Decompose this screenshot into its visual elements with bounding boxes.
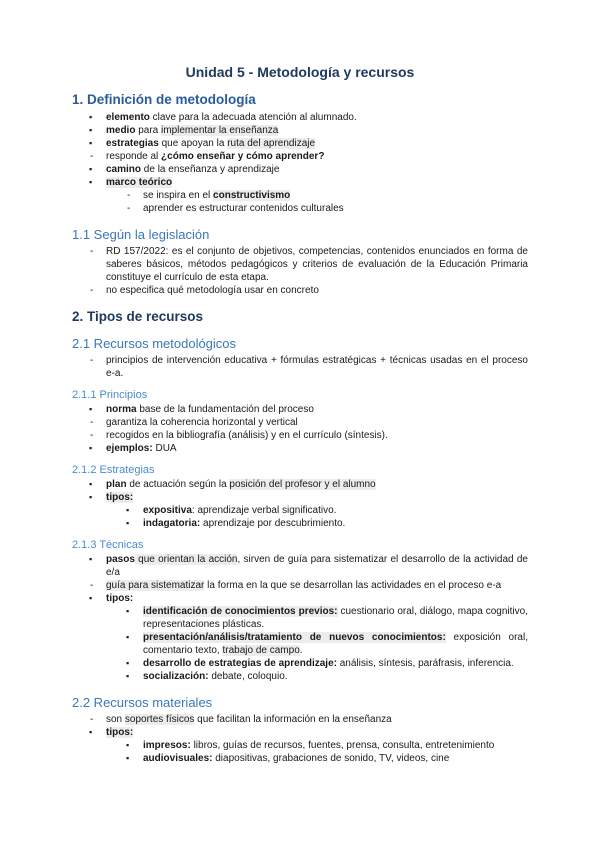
section-heading-1: 1. Definición de metodología: [72, 92, 256, 107]
section-heading-2: 2. Tipos de recursos: [72, 309, 204, 324]
list-item: ▪ norma base de la fundamentación del proceso: [72, 403, 528, 416]
list-item: - no especifica qué metodología usar en concreto: [72, 284, 528, 297]
list-item: ▪ impresos: libros, guías de recursos, fuentes, prensa, consulta, entretenimiento: [72, 739, 528, 752]
list-item: ▪ medio para implementar la enseñanza: [72, 124, 528, 137]
list-item: - recogidos en la bibliografía (análisis) y en el currículo (síntesis).: [72, 429, 528, 442]
list-item: - responde al ¿cómo enseñar y cómo aprender?: [72, 150, 528, 163]
list-item: ▪ pasos que orientan la acción, sirven de guía para sistematizar el desarrollo de la actividad de e/a: [72, 553, 528, 579]
list-item: ▪ socialización: debate, coloquio.: [72, 670, 528, 683]
list-item: - principios de intervención educativa + fórmulas estratégicas + técnicas usadas en el proceso e-a.: [72, 354, 528, 380]
list-item: ▪ expositiva: aprendizaje verbal significativo.: [72, 504, 528, 517]
list-item: - guía para sistematizar la forma en la que se desarrollan las actividades en el proceso e-a: [72, 579, 528, 592]
sublist-section-2-2: [72, 739, 528, 765]
list-section-1: [72, 111, 528, 189]
list-item: - son soportes físicos que facilitan la información en la enseñanza: [72, 713, 528, 726]
list-section-2-1-2: [72, 478, 528, 504]
list-item: ▪ estrategias que apoyan la ruta del aprendizaje: [72, 137, 528, 150]
sublist-section-2-1-2: [72, 504, 528, 530]
list-item: - RD 157/2022: es el conjunto de objetivos, competencias, contenidos enunciados en forma de saberes básicos, métodos pedagógicos y criterios de evaluación de la Educación Primaria constituye el currículo de esta etapa.: [72, 245, 528, 284]
list-section-1-1: [72, 245, 528, 297]
list-item: - garantiza la coherencia horizontal y vertical: [72, 416, 528, 429]
list-section-2-1-3: [72, 553, 528, 605]
section-heading-2-1: 2.1 Recursos metodológicos: [72, 336, 237, 351]
section-heading-2-1-3: 2.1.3 Técnicas: [72, 539, 144, 551]
list-item: - se inspira en el constructivismo: [72, 189, 528, 202]
sublist-section-1: [72, 189, 528, 215]
list-section-2-1: [72, 354, 528, 380]
list-item: ▪ tipos:: [72, 491, 528, 504]
list-item: ▪ presentación/análisis/tratamiento de nuevos conocimientos: exposición oral, comentario texto, trabajo de campo.: [72, 631, 528, 657]
list-item: ▪ indagatoria: aprendizaje por descubrimiento.: [72, 517, 528, 530]
list-section-2-2: [72, 713, 528, 739]
list-item: ▪ tipos:: [72, 592, 528, 605]
section-heading-2-2: 2.2 Recursos materiales: [72, 695, 213, 710]
list-item: ▪ identificación de conocimientos previos: cuestionario oral, diálogo, mapa cognitivo, representaciones plásticas.: [72, 605, 528, 631]
list-item: ▪ camino de la enseñanza y aprendizaje: [72, 163, 528, 176]
list-item: ▪ plan de actuación según la posición del profesor y el alumno: [72, 478, 528, 491]
list-section-2-1-1: [72, 403, 528, 455]
list-item: ▪ elemento clave para la adecuada atención al alumnado.: [72, 111, 528, 124]
list-item: ▪ tipos:: [72, 726, 528, 739]
sublist-section-2-1-3: [72, 605, 528, 683]
list-item: ▪ ejemplos: DUA: [72, 442, 528, 455]
list-item: ▪ audiovisuales: diapositivas, grabaciones de sonido, TV, videos, cine: [72, 752, 528, 765]
section-heading-1-1: 1.1 Según la legislación: [72, 227, 210, 242]
section-heading-2-1-2: 2.1.2 Estrategias: [72, 464, 155, 476]
list-item: ▪ marco teórico: [72, 176, 528, 189]
list-item: - aprender es estructurar contenidos culturales: [72, 202, 528, 215]
page-title: Unidad 5 - Metodología y recursos: [185, 64, 415, 80]
section-heading-2-1-1: 2.1.1 Principios: [72, 389, 148, 401]
list-item: ▪ desarrollo de estrategias de aprendizaje: análisis, síntesis, paráfrasis, inferencia.: [72, 657, 528, 670]
